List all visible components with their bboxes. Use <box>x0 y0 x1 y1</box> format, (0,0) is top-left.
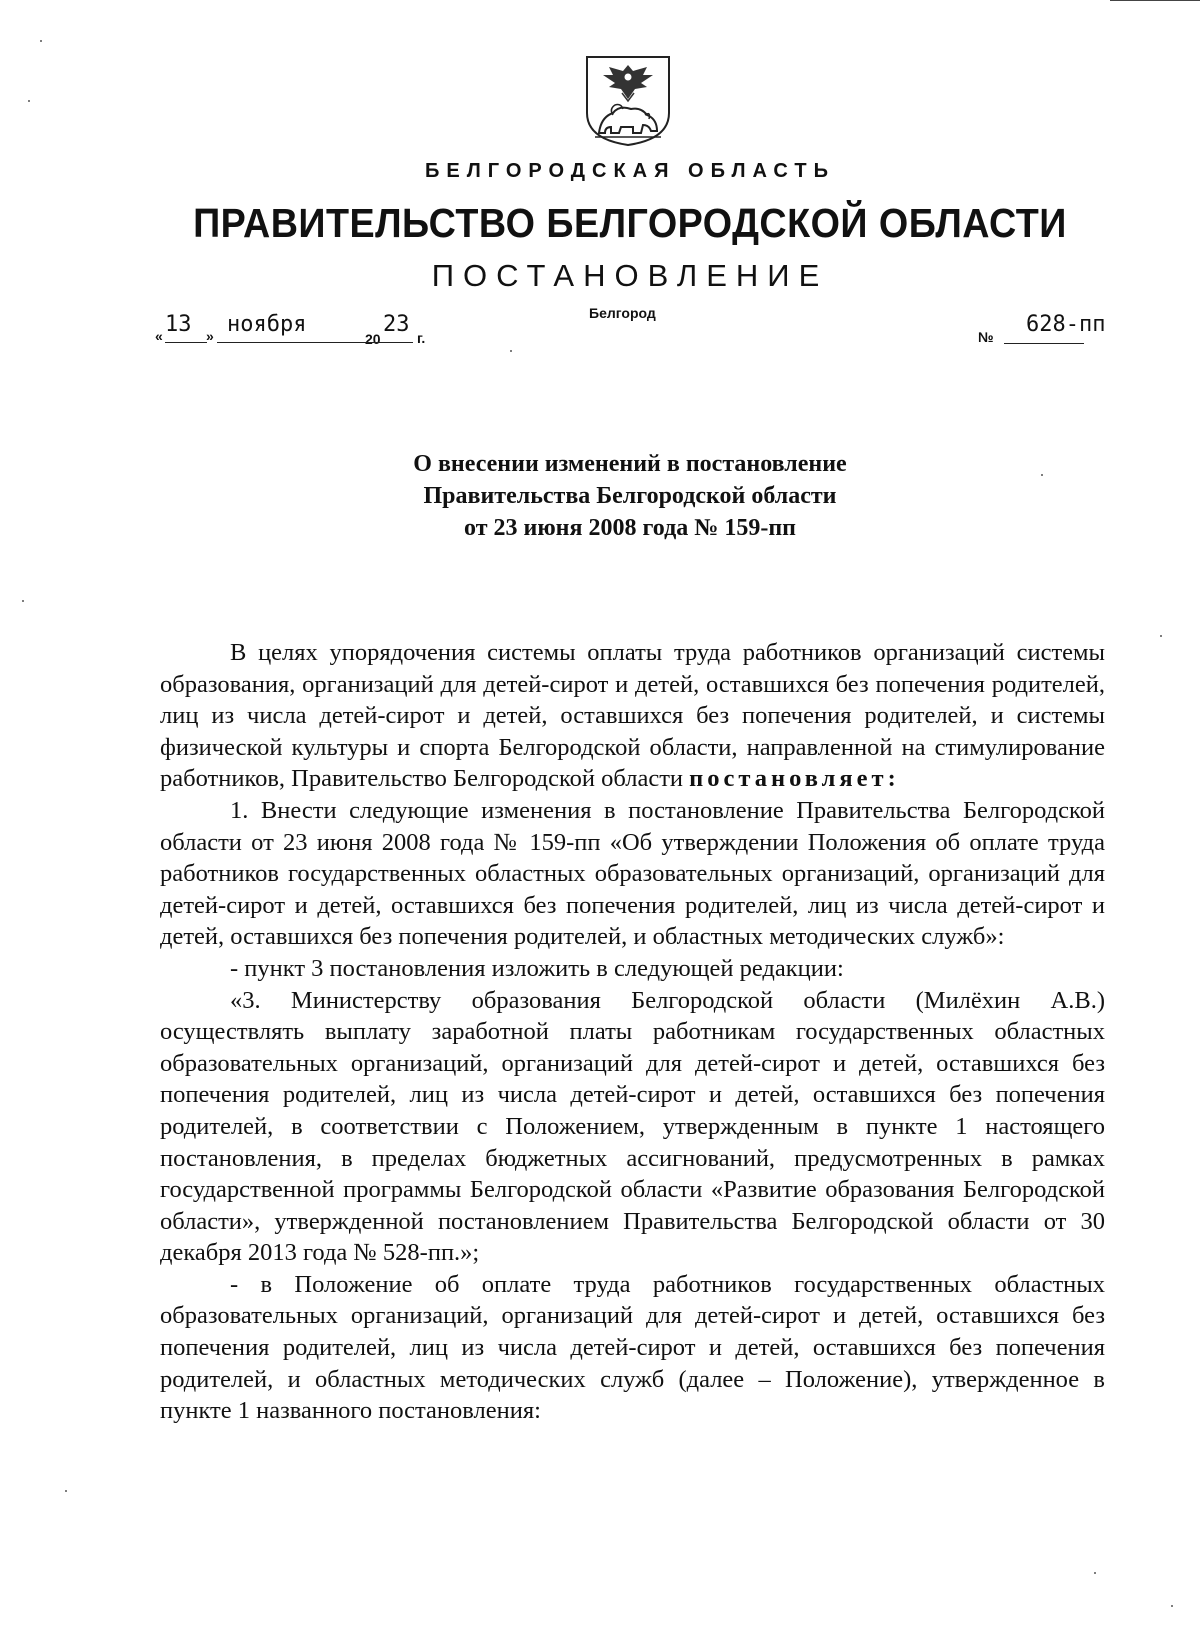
document-number <box>978 312 1108 352</box>
scan-speck <box>28 100 30 102</box>
clause-3-quote-paragraph: «3. Министерству образования Белгородской области (Милёхин А.В.) осуществлять выплату заработной платы работникам государственных областных образовательных организаций, организаций для детей-сирот и детей, оставшихся без попечения родителей, лиц из числа детей-сирот и детей, оставшихся без попечения родителей, в соответствии с Положением, утвержденным в пункте 1 настоящего постановления, в пределах бюджетных ассигнований, предусмотренных в рамках государственной программы Белгородской области «Развитие образования Белгородской области», утвержденной постановлением Правительства Белгородской области от 30 декабря 2013 года № 528-пп.»; <box>160 986 1105 1267</box>
date-year-underline <box>351 342 413 343</box>
scan-speck <box>65 1490 67 1492</box>
preamble-paragraph <box>160 637 1105 795</box>
date-day-underline <box>165 342 207 343</box>
number-value: 628-пп <box>1026 312 1106 337</box>
decree-word: постановляет: <box>689 765 900 793</box>
number-sign: № <box>978 329 994 345</box>
lion-icon <box>595 105 661 138</box>
date-month: ноября <box>227 312 307 337</box>
date-year-prefix: 20 <box>365 331 381 347</box>
coat-of-arms-emblem <box>585 55 671 147</box>
date-open-quote: « <box>155 328 163 344</box>
city-label: Белгород <box>589 305 656 321</box>
scan-speck <box>1171 1605 1173 1607</box>
scan-corner-mark <box>1110 0 1200 3</box>
date-year-abbr: г. <box>417 330 426 346</box>
scan-speck <box>40 40 42 42</box>
subject-line-3: от 23 июня 2008 года № 159-пп <box>464 515 796 541</box>
preamble-text: В целях упорядочения системы оплаты труда работников организаций системы образования, организаций для детей-сирот и детей, оставшихся без попечения родителей, лиц из числа детей-сирот и детей, оставшихся без попечения родителей, и системы физической культуры и спорта Белгородской области, направленной на стимулирование работников, Правительство Белгородской области <box>160 639 1105 793</box>
date-month-underline <box>217 342 351 343</box>
subject-line-1: О внесении изменений в постановление <box>413 451 847 477</box>
document-subject <box>0 448 1200 544</box>
clause-1-paragraph: 1. Внести следующие изменения в постановление Правительства Белгородской области от 23 июня 2008 года № 159-пп «Об утверждении Положения об оплате труда работников государственных областных образовательных организаций, организаций для детей-сирот и детей, оставшихся без попечения родителей, лиц из числа детей-сирот и детей, оставшихся без попечения родителей, и областных методических служб»: <box>160 796 1105 951</box>
subject-line-2: Правительства Белгородской области <box>423 483 837 509</box>
regulation-amendment-paragraph: - в Положение об оплате труда работников государственных областных образовательных организаций, организаций для детей-сирот и детей, оставшихся без попечения родителей, лиц из числа детей-сирот и детей, оставшихся без попечения родителей, и областных методических служб (далее – Положение), утвержденное в пункте 1 названного постановления: <box>160 1270 1105 1425</box>
scan-speck <box>22 600 24 602</box>
government-title: ПРАВИТЕЛЬСТВО БЕЛГОРОДСКОЙ ОБЛАСТИ <box>193 200 1067 246</box>
document-type: ПОСТАНОВЛЕНИЕ <box>431 258 829 293</box>
scan-speck <box>1041 474 1043 476</box>
scan-speck <box>1160 635 1162 637</box>
scan-speck <box>510 350 512 352</box>
region-label: БЕЛГОРОДСКАЯ ОБЛАСТЬ <box>425 160 835 182</box>
eagle-icon <box>603 65 653 101</box>
date-year-suffix: 23 <box>383 312 410 337</box>
clause-item-paragraph: - пункт 3 постановления изложить в следующей редакции: <box>230 954 844 982</box>
document-date <box>155 312 475 352</box>
document-body <box>160 637 1105 1427</box>
scan-speck <box>1094 1572 1096 1574</box>
date-close-quote: » <box>206 328 214 344</box>
number-underline <box>1004 343 1084 344</box>
date-day: 13 <box>165 312 192 337</box>
